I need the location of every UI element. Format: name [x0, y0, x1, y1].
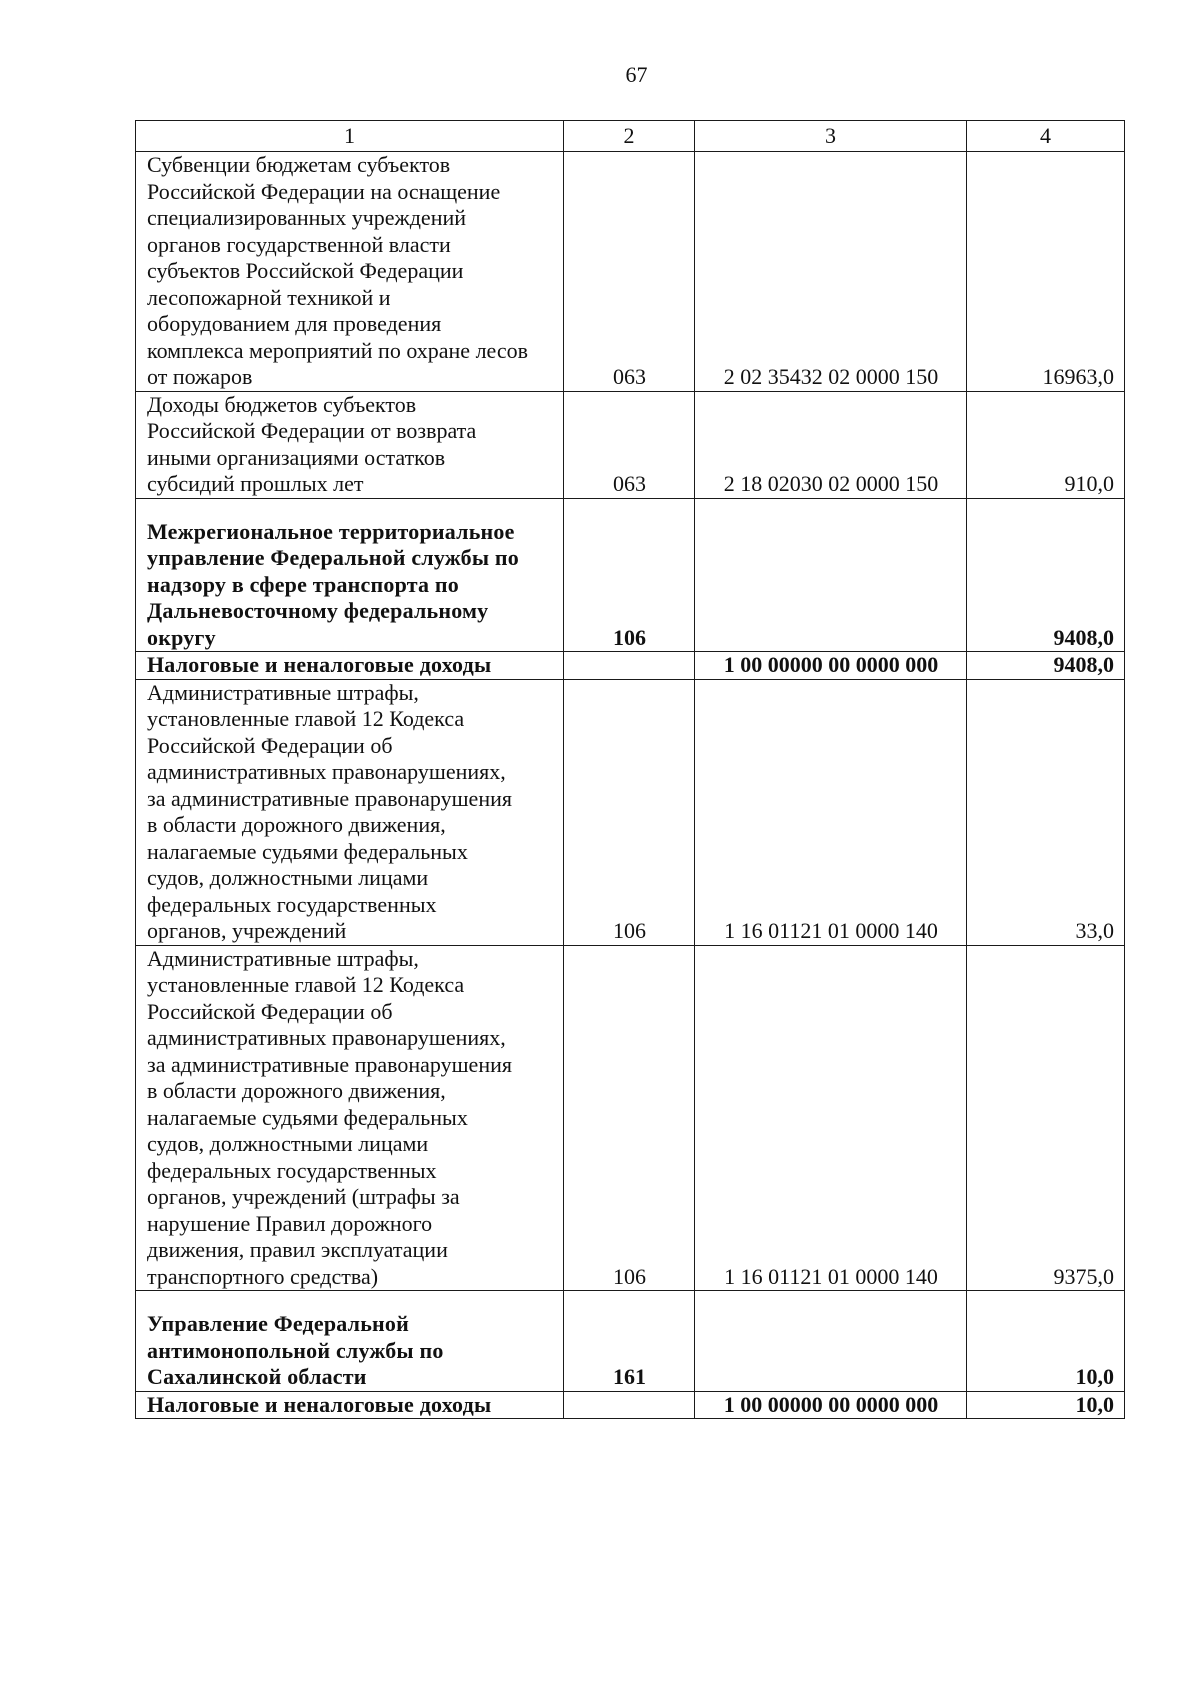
description-line: от пожаров	[147, 364, 253, 389]
description-line: Субвенции бюджетам субъектов	[147, 152, 451, 177]
description-line: надзору в сфере транспорта по	[147, 571, 459, 597]
amount-value: 33,0	[967, 679, 1125, 945]
table-row-section-header	[136, 1291, 1125, 1392]
row-description	[136, 391, 564, 498]
column-number-row	[136, 121, 1125, 152]
description-line: округу	[147, 624, 216, 650]
description-line: Управление Федеральной	[147, 1311, 409, 1336]
description-line: судов, должностными лицами	[147, 865, 429, 890]
page-number: 67	[625, 62, 648, 87]
row-description	[136, 945, 564, 1291]
description-line: транспортного средства)	[147, 1263, 379, 1289]
description-line: Межрегиональное территориальное	[147, 518, 515, 544]
administrator-code: 106	[564, 945, 695, 1291]
description-line: судов, должностными лицами	[147, 1131, 429, 1156]
description-line: за административные правонарушения	[147, 1051, 512, 1077]
table-row	[136, 679, 1125, 945]
column-number-2: 2	[564, 121, 695, 152]
description-line: федеральных государственных	[147, 891, 437, 917]
amount-value: 10,0	[967, 1291, 1125, 1392]
description-line: Административные штрафы,	[147, 945, 419, 971]
budget-classification-code: 2 02 35432 02 0000 150	[695, 152, 967, 392]
description-line: органов, учреждений	[147, 918, 347, 943]
amount-value: 9408,0	[967, 652, 1125, 680]
row-description	[136, 1391, 564, 1419]
description-line: иными организациями остатков	[147, 444, 446, 470]
description-line: Налоговые и неналоговые доходы	[147, 1391, 492, 1417]
description-line: нарушение Правил дорожного	[147, 1210, 433, 1236]
description-line: субсидий прошлых лет	[147, 471, 364, 496]
description-line: административных правонарушениях,	[147, 759, 506, 784]
amount-value: 16963,0	[967, 152, 1125, 392]
amount-value: 10,0	[967, 1391, 1125, 1419]
description-line: оборудованием для проведения	[147, 311, 442, 336]
row-description	[136, 498, 564, 652]
administrator-code: 063	[564, 152, 695, 392]
table-row-subtotal	[136, 1391, 1125, 1419]
description-line: органов, учреждений (штрафы за	[147, 1184, 460, 1209]
description-line: федеральных государственных	[147, 1157, 437, 1183]
description-line: Российской Федерации об	[147, 732, 393, 758]
description-line: за административные правонарушения	[147, 785, 512, 811]
description-line: установленные главой 12 Кодекса	[147, 706, 465, 731]
budget-classification-code: 2 18 02030 02 0000 150	[695, 391, 967, 498]
administrator-code: 063	[564, 391, 695, 498]
amount-value: 9375,0	[967, 945, 1125, 1291]
budget-classification-code: 1 16 01121 01 0000 140	[695, 679, 967, 945]
budget-classification-code: 1 00 00000 00 0000 000	[695, 1391, 967, 1419]
description-line: специализированных учреждений	[147, 205, 467, 230]
table-row-subtotal	[136, 652, 1125, 680]
description-line: Дальневосточному федеральному	[147, 598, 489, 623]
description-line: Российской Федерации на оснащение	[147, 178, 501, 204]
budget-classification-code	[695, 1291, 967, 1392]
budget-classification-code	[695, 498, 967, 652]
table-row	[136, 945, 1125, 1291]
table-row	[136, 391, 1125, 498]
description-line: Сахалинской области	[147, 1364, 367, 1389]
description-line: Налоговые и неналоговые доходы	[147, 652, 492, 677]
column-number-4: 4	[967, 121, 1125, 152]
description-line: в области дорожного движения,	[147, 812, 446, 837]
row-description	[136, 679, 564, 945]
row-description	[136, 152, 564, 392]
row-description	[136, 652, 564, 680]
description-line: налагаемые судьями федеральных	[147, 838, 468, 864]
table-row-section-header	[136, 498, 1125, 652]
description-line: субъектов Российской Федерации	[147, 258, 464, 283]
administrator-code	[564, 1391, 695, 1419]
column-number-3: 3	[695, 121, 967, 152]
table-row	[136, 152, 1125, 392]
description-line: Доходы бюджетов субъектов	[147, 391, 417, 417]
description-line: комплекса мероприятий по охране лесов	[147, 337, 529, 363]
description-line: налагаемые судьями федеральных	[147, 1104, 468, 1130]
administrator-code: 106	[564, 498, 695, 652]
description-line: в области дорожного движения,	[147, 1078, 446, 1103]
revenue-table	[135, 120, 1125, 1419]
description-line: органов государственной власти	[147, 231, 451, 257]
column-number-1: 1	[136, 121, 564, 152]
description-line: установленные главой 12 Кодекса	[147, 972, 465, 997]
description-line: движения, правил эксплуатации	[147, 1237, 448, 1262]
row-description	[136, 1291, 564, 1392]
description-line: Административные штрафы,	[147, 679, 419, 705]
description-line: лесопожарной техникой и	[147, 284, 391, 310]
description-line: управление Федеральной службы по	[147, 545, 519, 570]
description-line: антимонопольной службы по	[147, 1337, 444, 1363]
administrator-code	[564, 652, 695, 680]
amount-value: 9408,0	[967, 498, 1125, 652]
description-line: административных правонарушениях,	[147, 1025, 506, 1050]
budget-classification-code: 1 00 00000 00 0000 000	[695, 652, 967, 680]
amount-value: 910,0	[967, 391, 1125, 498]
description-line: Российской Федерации об	[147, 998, 393, 1024]
administrator-code: 161	[564, 1291, 695, 1392]
budget-classification-code: 1 16 01121 01 0000 140	[695, 945, 967, 1291]
description-line: Российской Федерации от возврата	[147, 418, 477, 443]
administrator-code: 106	[564, 679, 695, 945]
